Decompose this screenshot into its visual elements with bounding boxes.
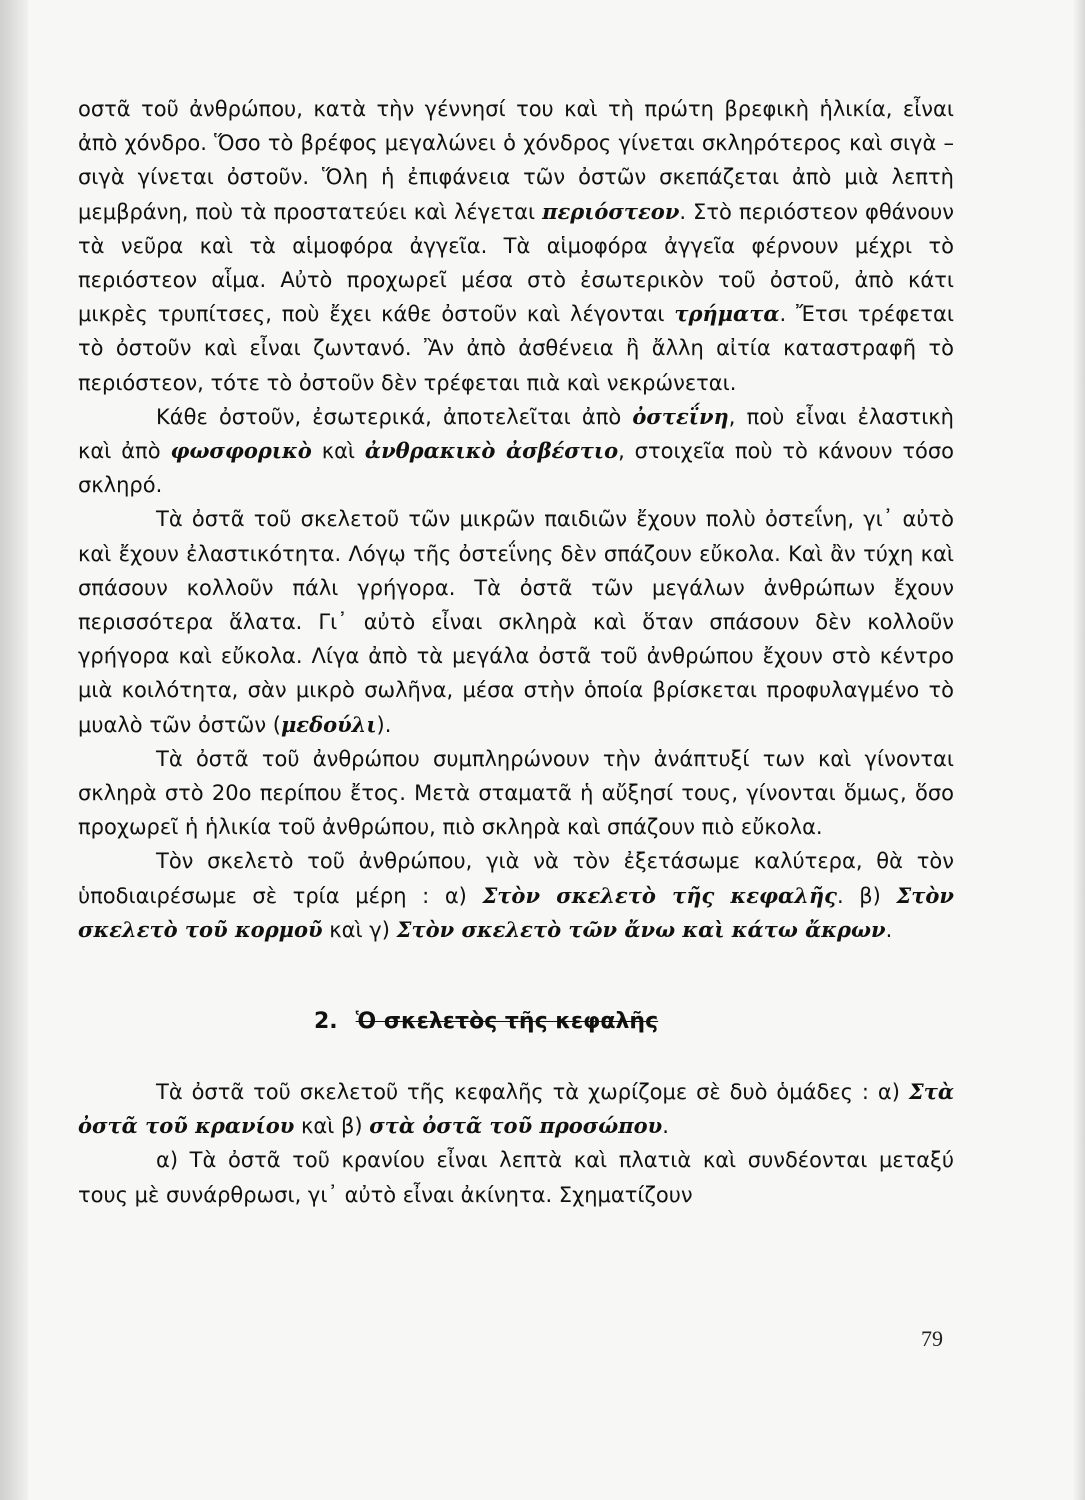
paragraph-periosteum: οστᾶ τοῦ ἀνθρώπου, κατὰ τὴν γέννησί του καὶ τὴ πρώτη βρεφικὴ ἡλικία, εἶναι ἀπὸ χόνδρο. Ὅσο τὸ βρέφος μεγαλώνει ὁ χόνδρος γίνεται σκληρότερος καὶ σιγὰ –σιγὰ γίνεται ὀστοῦν. Ὅλη ἡ ἐπιφάνεια τῶν ὀστῶν σκεπάζεται ἀπὸ μιὰ λεπτὴ μεμβράνη, ποὺ τὰ προστατεύει καὶ λέγεται περιόστεον. Στὸ περιόστεον φθάνουν τὰ νεῦρα καὶ τὰ αἱμοφόρα ἀγγεῖα. Τὰ αἱμοφόρα ἀγγεῖα φέρνουν μέχρι τὸ περιόστεον αἷμα. Αὐτὸ προχωρεῖ μέσα στὸ ἐσωτερικὸν τοῦ ὀστοῦ, ἀπὸ κάτι μικρὲς τρυπίτσες, ποὺ ἔχει κάθε ὀστοῦν καὶ λέγονται τρήματα. Ἔτσι τρέφεται τὸ ὀστοῦν καὶ εἶναι ζωντανό. Ἂν ἀπὸ ἀσθένεια ἢ ἄλλη αἰτία καταστραφῆ τὸ περιόστεον, τότε τὸ ὀστοῦν δὲν τρέφεται πιὰ καὶ νεκρώνεται. [78,97,954,395]
term-face-bones: στὰ ὀστᾶ τοῦ προσώπου [369,1113,663,1139]
term-skull-skeleton: Στὸν σκελετὸ τῆς κεφαλῆς [482,882,837,908]
paragraph-children-bones: Τὰ ὀστᾶ τοῦ σκελετοῦ τῶν μικρῶν παιδιῶν ἔχουν πολὺ ὀστεΐνη, γι᾿ αὐτὸ καὶ ἔχουν ἐλαστικότητα. Λόγῳ τῆς ὀστεΐνης δὲν σπάζουν εὔκολα. Καὶ ἂν τύχη καὶ σπάσουν κολλοῦν πάλι γρήγορα. Τὰ ὀστᾶ τῶν μεγάλων ἀνθρώπων ἔχουν περισσότερα ἅλατα. Γι᾿ αὐτὸ εἶναι σκληρὰ καὶ ὅταν σπάσουν δὲν κολλοῦν γρήγορα καὶ εὔκολα. Λίγα ἀπὸ τὰ μεγάλα ὀστᾶ τοῦ ἀνθρώπου ἔχουν στὸ κέντρο μιὰ κοιλότητα, σὰν μικρὸ σωλῆνα, μέσα στὴν ὁποία βρίσκεται προφυλαγμένο τὸ μυαλὸ τῶν ὀστῶν (μεδούλι). [78,507,954,737]
term-cranium-bones: Στὰ ὀστᾶ τοῦ κρανίου [78,1079,954,1139]
term-foramina: τρήματα [674,301,780,327]
section-heading [78,1005,954,1039]
term-limbs-skeleton: Στὸν σκελετὸ τῶν ἄνω καὶ κάτω ἄκρων [396,916,886,942]
paragraph-bone-growth: Τὰ ὀστᾶ τοῦ ἀνθρώπου συμπληρώνουν τὴν ἀνάπτυξί των καὶ γίνονται σκληρὰ στὸ 20ο περίπου ἔτος. Μετὰ σταματᾶ ἡ αὔξησί τους, γίνονται ὅμως, ὅσο προχωρεῖ ἡ ἡλικία τοῦ ἀνθρώπου, πιὸ σκληρὰ καὶ σπάζουν πιὸ εὔκολα. [78,746,954,840]
term-periosteum: περιόστεον [542,198,680,224]
section-title: Ὁ σκελετὸς τῆς κεφαλῆς [355,1009,659,1035]
paragraph-cranium: α) Τὰ ὀστᾶ τοῦ κρανίου εἶναι λεπτὰ καὶ πλατιὰ καὶ συνδέονται μεταξύ τους μὲ συνάρθρωσι, γι᾿ αὐτὸ εἶναι ἀκίνητα. Σχηματίζουν [78,1148,954,1207]
term-ossein: ὀστεΐνη [632,403,729,429]
term-carbonate-calcium: ἀνθρακικὸ ἀσβέστιο [364,438,619,464]
page-edge-shadow [1073,0,1085,1500]
term-marrow: μεδούλι [280,711,377,737]
term-phosphate: φωσφορικὸ [170,438,312,464]
page-number: 79 [921,1326,943,1351]
paragraph-bone-composition: Κάθε ὀστοῦν, ἐσωτερικά, ἀποτελεῖται ἀπὸ ὀστεΐνη, ποὺ εἶναι ἐλαστικὴ καὶ ἀπὸ φωσφορικὸ καὶ ἀνθρακικὸ ἀσβέστιο, στοιχεῖα ποὺ τὸ κάνουν τόσο σκληρό. [78,403,954,498]
term-trunk-skeleton: Στὸν σκελετὸ τοῦ κορμοῦ [78,882,954,942]
body-text [78,92,954,1212]
paragraph-skeleton-parts: Τὸν σκελετὸ τοῦ ἀνθρώπου, γιὰ νὰ τὸν ἐξετάσωμε καλύτερα, θὰ τὸν ὑποδιαιρέσωμε σὲ τρία μέρη : α) Στὸν σκελετὸ τῆς κεφαλῆς. β) Στὸν σκελετὸ τοῦ κορμοῦ καὶ γ) Στὸν σκελετὸ τῶν ἄνω καὶ κάτω ἄκρων. [78,849,954,942]
paragraph-head-bones: Τὰ ὀστᾶ τοῦ σκελετοῦ τῆς κεφαλῆς τὰ χωρίζομε σὲ δυὸ ὁμάδες : α) Στὰ ὀστᾶ τοῦ κρανίου καὶ β) στὰ ὀστᾶ τοῦ προσώπου. [78,1079,954,1139]
page-spine-shadow [0,0,28,1500]
section-number: 2. [314,1009,338,1035]
